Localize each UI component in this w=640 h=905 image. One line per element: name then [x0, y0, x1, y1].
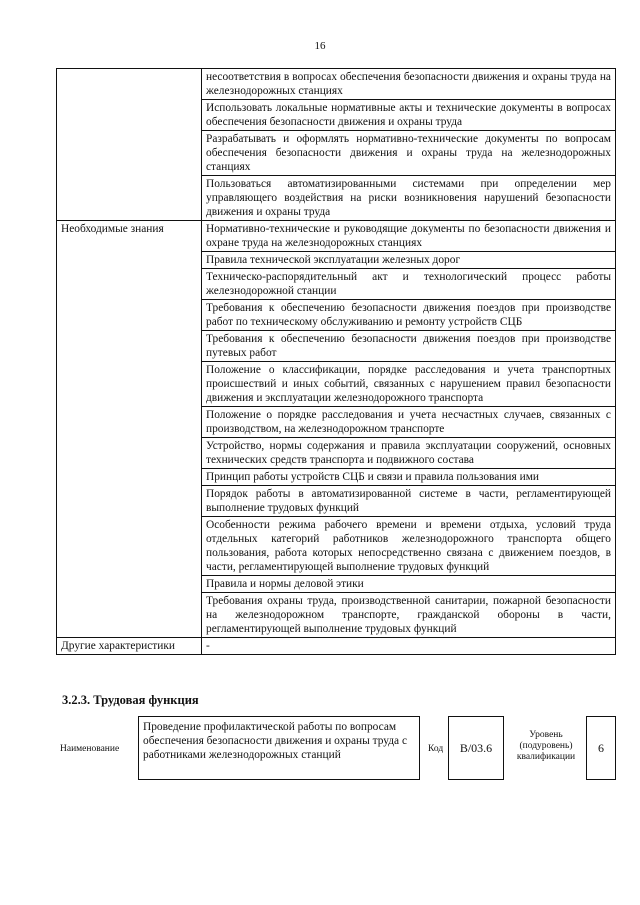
code-label: Код [428, 744, 444, 754]
table-cell: Нормативно-технические и руководящие документы по безопасности движения и охране труда на железнодорожных станциях [202, 221, 616, 252]
table-cell: Правила и нормы деловой этики [202, 576, 616, 593]
table-cell: Требования к обеспечению безопасности движения поездов при производстве работ по техническому обслуживанию и ремонту устройств СЦБ [202, 300, 616, 331]
table-cell: Техническо-распорядительный акт и технологический процесс работы железнодорожной станции [202, 269, 616, 300]
skills-label-cell [57, 69, 202, 221]
table-cell: Требования охраны труда, производственной санитарии, пожарной безопасности на железнодорожном транспорте, гражданской обороны в части, регламентирующей выполнение трудовых функций [202, 593, 616, 638]
table-cell: Разрабатывать и оформлять нормативно-технические документы по вопросам обеспечения безопасности движения и охраны труда на железнодорожных станциях [202, 131, 616, 176]
table-cell: Принцип работы устройств СЦБ и связи и правила пользования ими [202, 469, 616, 486]
requirements-table [56, 68, 616, 655]
table-cell: Устройство, нормы содержания и правила эксплуатации сооружений, основных технических средств транспорта и подвижного состава [202, 438, 616, 469]
table-row [57, 221, 616, 252]
table-cell: Положение о порядке расследования и учета несчастных случаев, связанных с производством, на железнодорожном транспорте [202, 407, 616, 438]
other-value: - [202, 638, 616, 655]
labor-function-header [56, 716, 616, 786]
table-row [57, 69, 616, 100]
name-value: Проведение профилактической работы по вопросам обеспечения безопасности движения и охраны труда с работниками железнодорожных станций [138, 716, 420, 780]
level-label: Уровень (подуровень) квалификации [516, 730, 576, 762]
table-cell: Использовать локальные нормативные акты и технические документы в вопросах обеспечения безопасности движения и охраны труда [202, 100, 616, 131]
code-value: B/03.6 [448, 716, 504, 780]
table-cell: Положение о классификации, порядке расследования и учета транспортных происшествий и иных событий, связанных с нарушением правил безопасности движения и эксплуатации железнодорожного транспорта [202, 362, 616, 407]
table-cell: Правила технической эксплуатации железных дорог [202, 252, 616, 269]
table-cell: Пользоваться автоматизированными системами при определении мер управляющего воздействия на риски возникновения нарушений безопасности движения и охраны труда [202, 176, 616, 221]
table-cell: Требования к обеспечению безопасности движения поездов при производстве путевых работ [202, 331, 616, 362]
table-cell: несоответствия в вопросах обеспечения безопасности движения и охраны труда на железнодорожных станциях [202, 69, 616, 100]
knowledge-label: Необходимые знания [57, 221, 202, 638]
section-heading: 3.2.3. Трудовая функция [62, 693, 199, 707]
level-value: 6 [586, 716, 616, 780]
other-label: Другие характеристики [57, 638, 202, 655]
page-number: 16 [314, 40, 326, 52]
name-label: Наименование [60, 744, 120, 754]
table-cell: Особенности режима рабочего времени и времени отдыха, условий труда отдельных категорий работников железнодорожного транспорта общего пользования, работа которых непосредственно связана с движением поездов, в части, регламентирующей выполнение трудовых функций [202, 517, 616, 576]
table-cell: Порядок работы в автоматизированной системе в части, регламентирующей выполнение трудовых функций [202, 486, 616, 517]
table-row [57, 638, 616, 655]
